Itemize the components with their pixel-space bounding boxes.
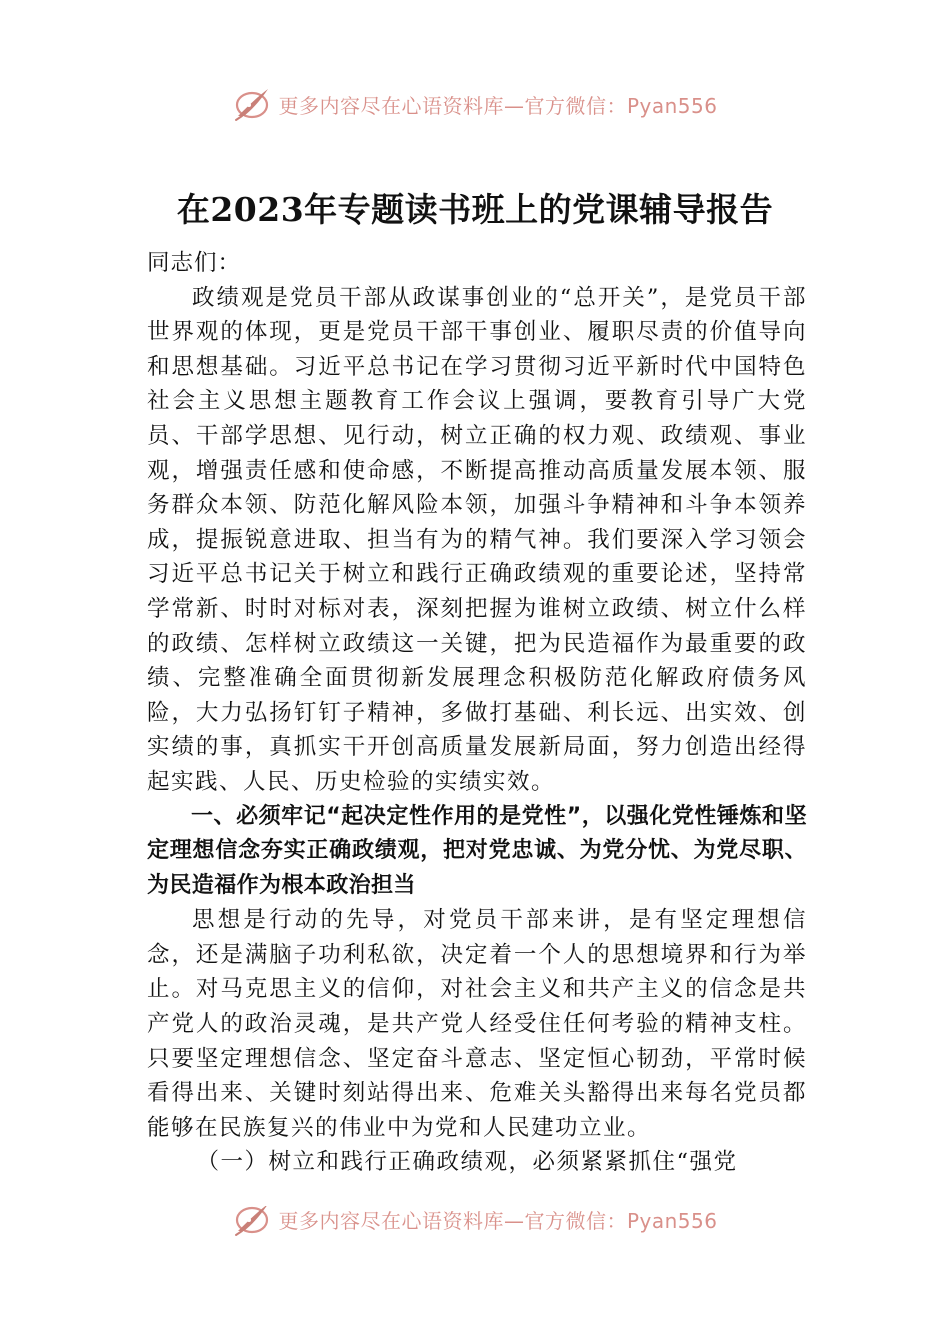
watermark-group-footer <box>232 1206 717 1237</box>
paragraph-intro: 政绩观是党员干部从政谋事创业的“总开关”，是党员干部世界观的体现，更是党员干部干事创业、履职尽责的价值导向和思想基础。习近平总书记在学习贯彻习近平新时代中国特色社会主义思想主题教育工作会议上强调，要教育引导广大党员、干部学思想、见行动，树立正确的权力观、政绩观、事业观，增强责任感和使命感，不断提高推动高质量发展本领、服务群众本领、防范化解风险本领，加强斗争精神和斗争本领养成，提振锐意进取、担当有为的精气神。我们要深入学习领会习近平总书记关于树立和践行正确政绩观的重要论述，坚持常学常新、时时对标对表，深刻把握为谁树立政绩、树立什么样的政绩、怎样树立政绩这一关键，把为民造福作为最重要的政绩、完整准确全面贯彻新发展理念积极防范化解政府债务风险，大力弘扬钉钉子精神，多做打基础、利长远、出实效、创实绩的事，真抓实干开创高质量发展新局面，努力创造出经得起实践、人民、历史检验的实绩实效。 <box>147 284 807 795</box>
watermark-text: 更多内容尽在心语资料库—官方微信：Pyan556 <box>278 93 718 118</box>
quill-pen-logo-icon <box>232 86 272 122</box>
watermark-group <box>232 86 717 122</box>
footer-watermark <box>0 1206 950 1240</box>
quill-pen-logo-icon <box>232 1206 272 1237</box>
sub-heading-1: （一）树立和践行正确政绩观，必须紧紧抓住“强党 <box>196 1149 738 1176</box>
document-body <box>147 246 807 1180</box>
paragraph-section-1: 思想是行动的先导，对党员干部来讲，是有坚定理想信念，还是满脑子功利私欲，决定着一个人的思想境界和行为举止。对马克思主义的信仰，对社会主义和共产主义的信念是共产党人的政治灵魂，是共产党人经受住任何考验的精神支柱。只要坚定理想信念、坚定奋斗意志、坚定恒心韧劲，平常时候看得出来、关键时刻站得出来、危难关头豁得出来每名党员都能够在民族复兴的伟业中为党和人民建功立业。 <box>147 907 807 1141</box>
salutation: 同志们： <box>147 250 242 276</box>
header-watermark <box>0 84 950 124</box>
section-heading-1: 一、必须牢记“起决定性作用的是党性”，以强化党性锤炼和坚定理想信念夯实正确政绩观，把对党忠诚、为党分忧、为党尽职、为民造福作为根本政治担当 <box>147 803 807 898</box>
watermark-text: 更多内容尽在心语资料库—官方微信：Pyan556 <box>278 1208 718 1233</box>
document-title: 在2023年专题读书班上的党课辅导报告 <box>176 190 774 229</box>
